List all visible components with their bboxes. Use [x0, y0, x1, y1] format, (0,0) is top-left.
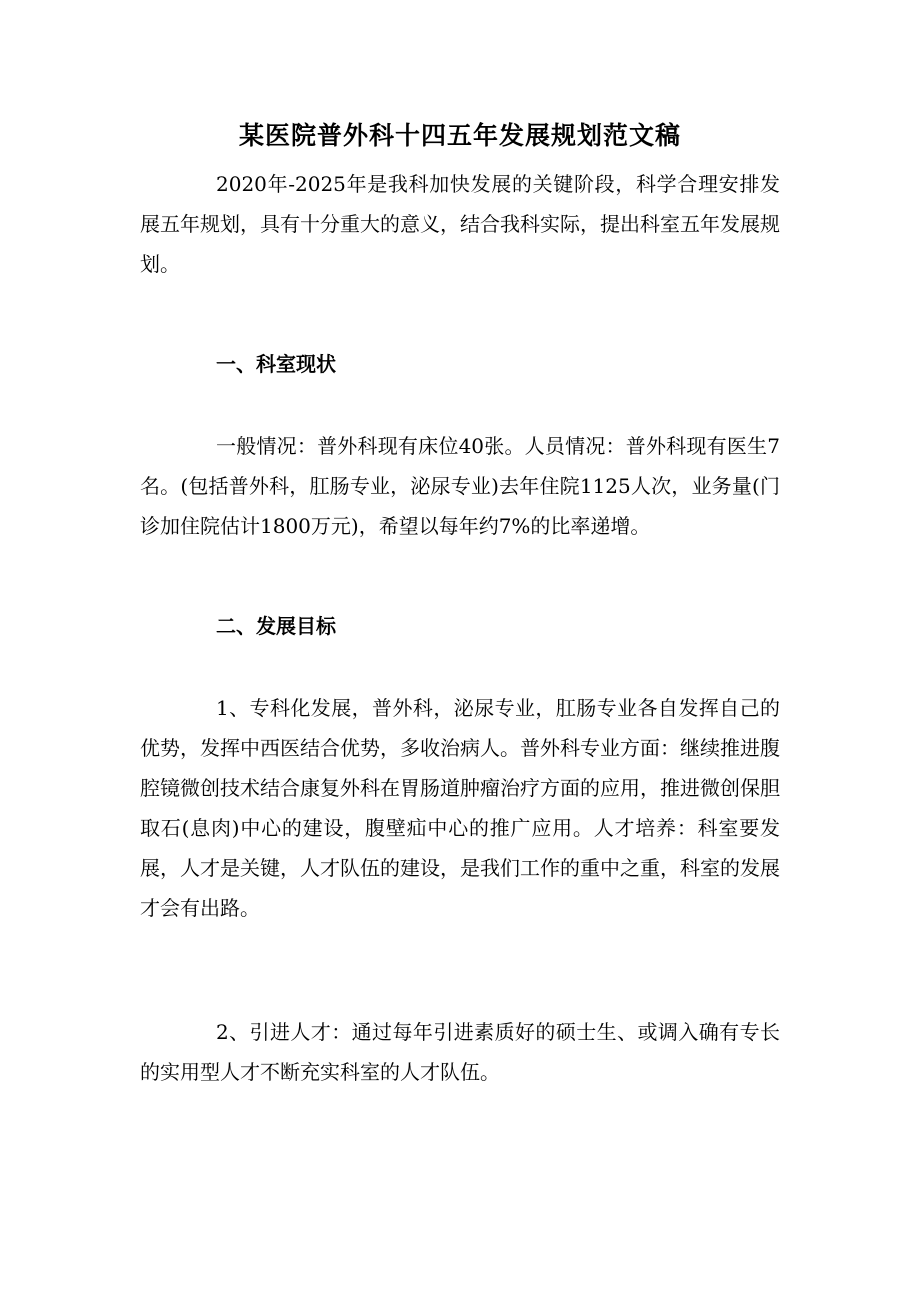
goals-paragraph-2: 2、引进人才：通过每年引进素质好的硕士生、或调入确有专长的实用型人才不断充实科室的人才队伍。: [140, 1020, 780, 1084]
section-heading-goals: 二、发展目标: [216, 614, 336, 638]
status-paragraph: 一般情况：普外科现有床位40张。人员情况：普外科现有医生7名。(包括普外科，肛肠专业，泌尿专业)去年住院1125人次，业务量(门诊加住院估计1800万元)，希望以每年约7%的比率递增。: [140, 434, 780, 538]
document-title: 某医院普外科十四五年发展规划范文稿: [238, 121, 681, 150]
section-heading-status: 一、科室现状: [216, 352, 336, 376]
goals-paragraph-1: 1、专科化发展，普外科，泌尿专业，肛肠专业各自发挥自己的优势，发挥中西医结合优势，多收治病人。普外科专业方面：继续推进腹腔镜微创技术结合康复外科在胃肠道肿瘤治疗方面的应用，推进微创保胆取石(息肉)中心的建设，腹壁疝中心的推广应用。人才培养：科室要发展，人才是关键，人才队伍的建设，是我们工作的重中之重，科室的发展才会有出路。: [140, 696, 780, 920]
intro-paragraph: 2020年-2025年是我科加快发展的关键阶段，科学合理安排发展五年规划，具有十分重大的意义，结合我科实际，提出科室五年发展规划。: [140, 172, 780, 276]
